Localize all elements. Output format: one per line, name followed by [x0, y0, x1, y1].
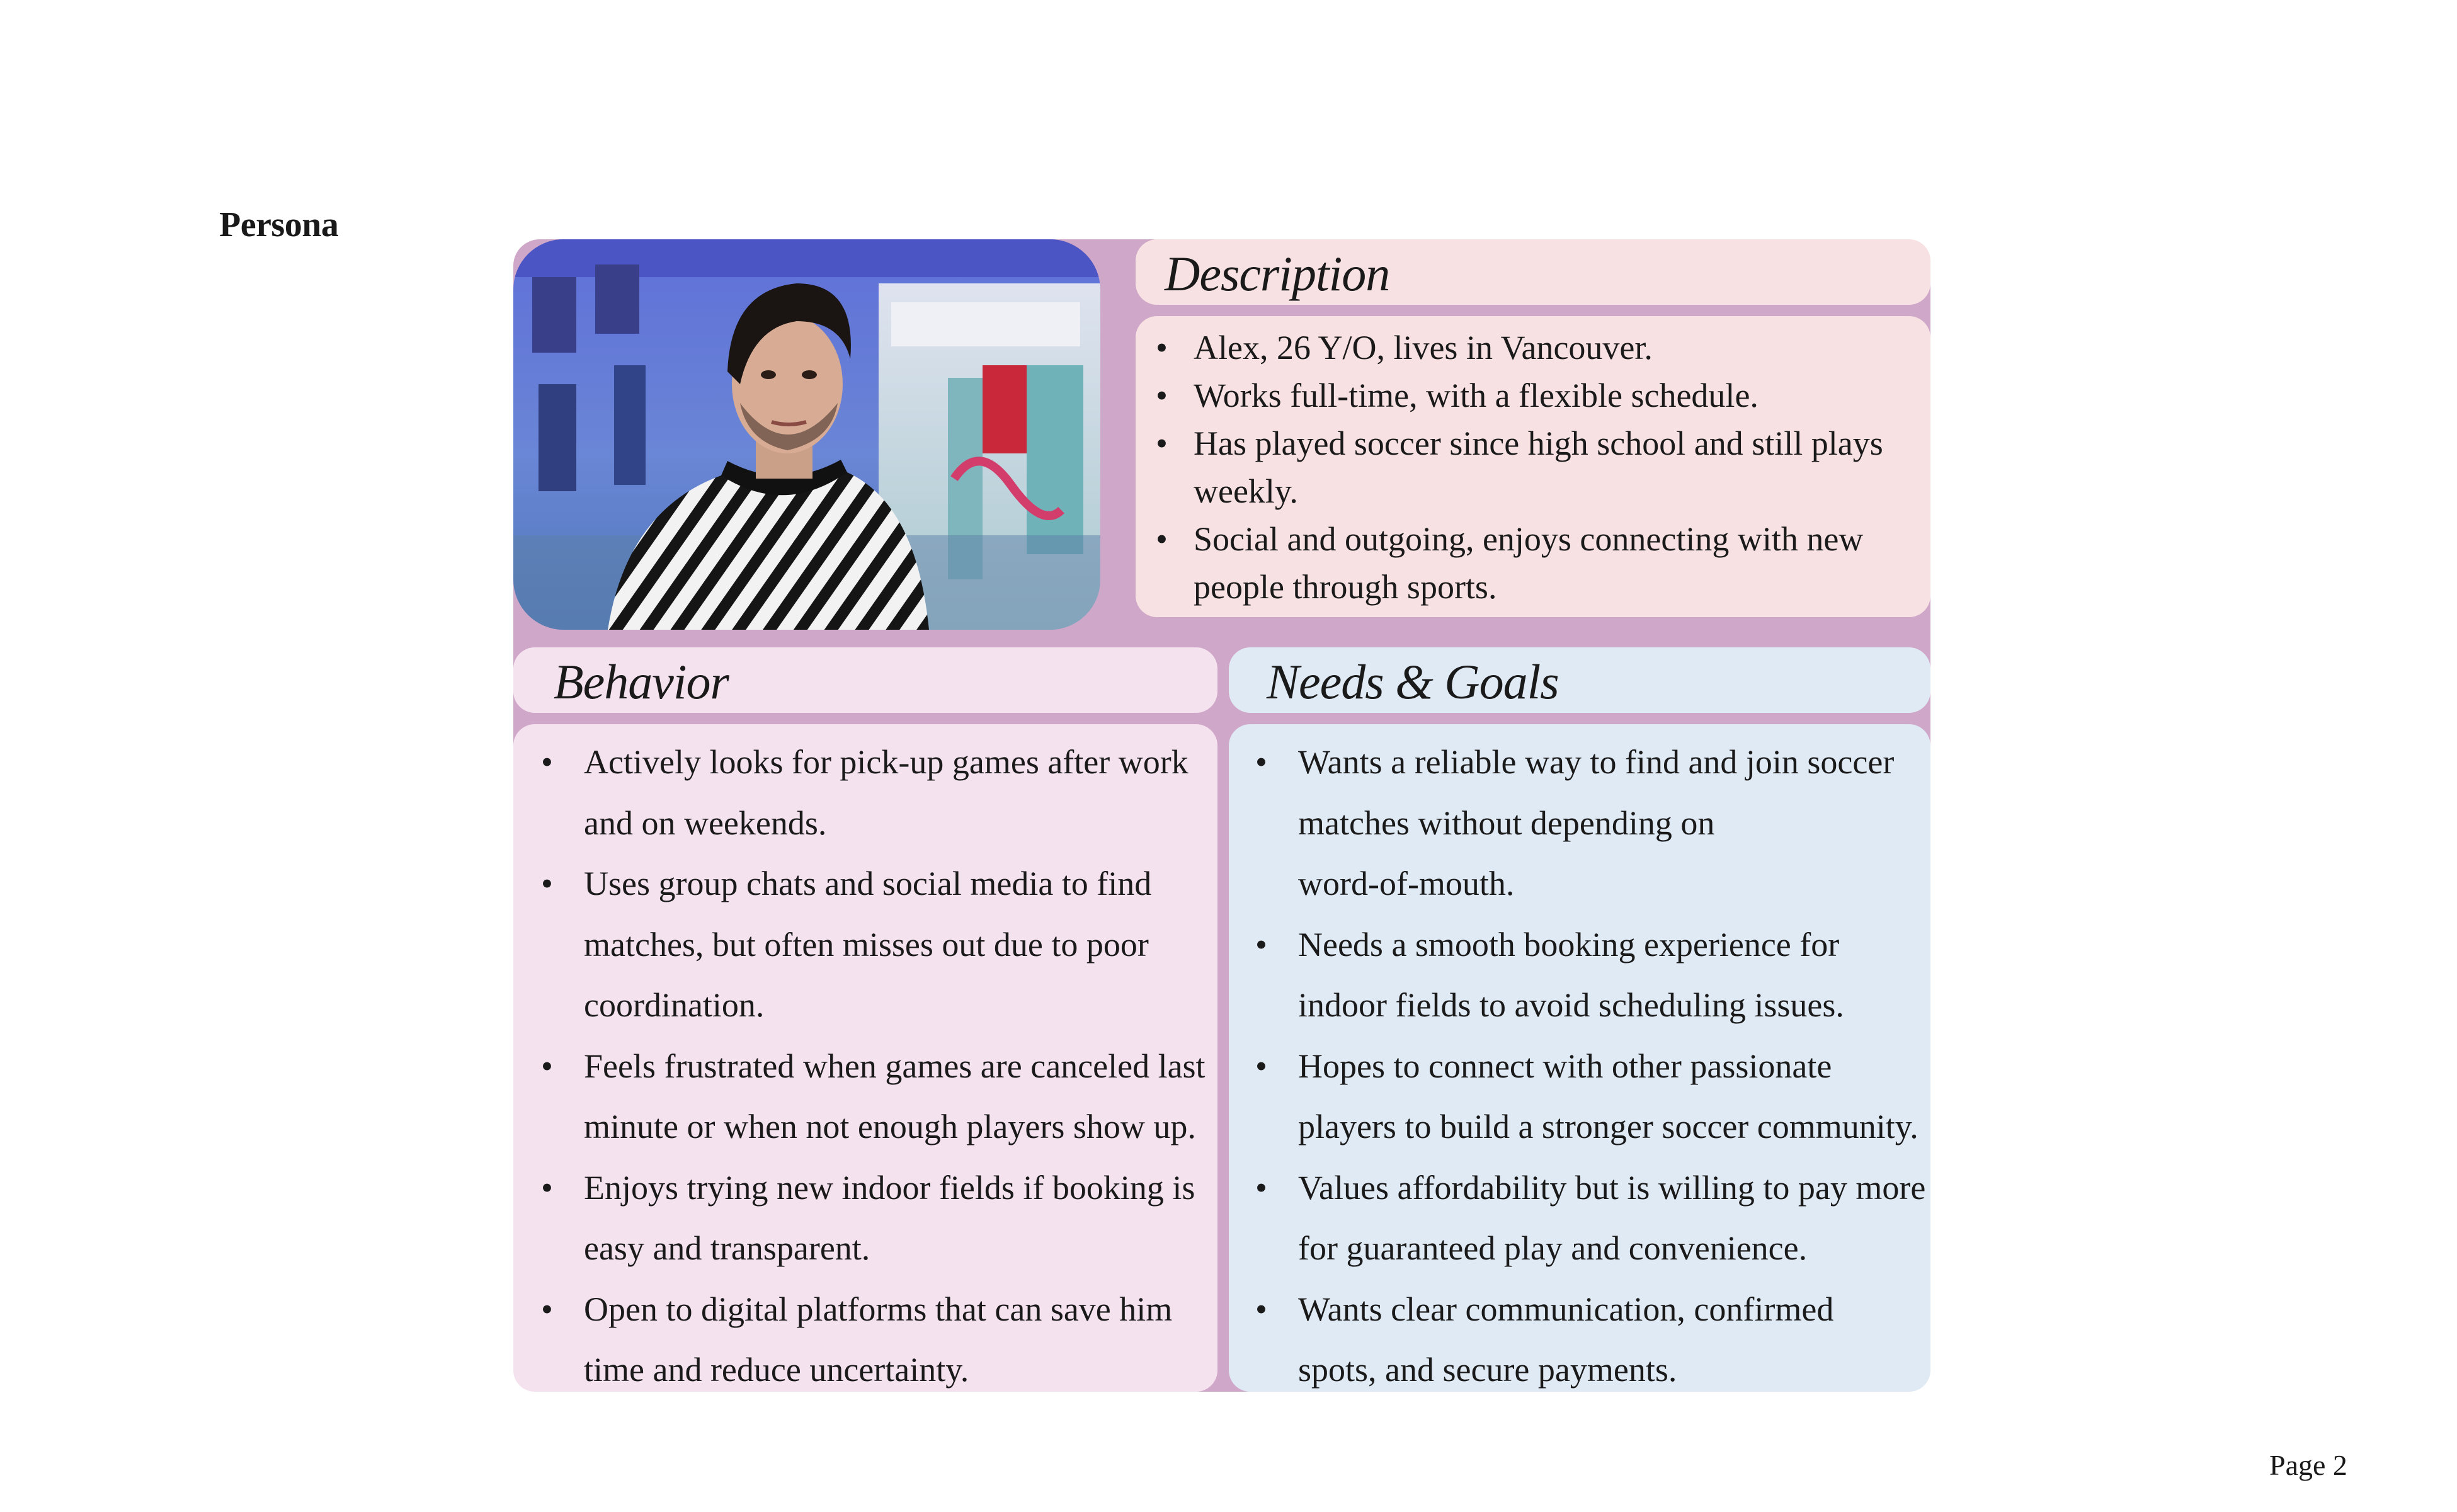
- page-title: Persona: [219, 205, 339, 244]
- list-item: • Alex, 26 Y/O, lives in Vancouver.: [1194, 324, 1930, 372]
- description-list: [1136, 316, 1930, 611]
- persona-photo: [513, 239, 1100, 630]
- list-item: • Has played soccer since high school and still plays weekly.: [1194, 419, 1930, 515]
- needs-goals-list: [1229, 724, 1930, 1401]
- list-item: • Wants a reliable way to find and join soccer matches without depending on word-of-mouth.: [1298, 732, 1930, 914]
- list-item: • Hopes to connect with other passionate players to build a stronger soccer community.: [1298, 1036, 1930, 1157]
- list-item: • Social and outgoing, enjoys connecting with new people through sports.: [1194, 515, 1930, 611]
- list-item: • Needs a smooth booking experience for indoor fields to avoid scheduling issues.: [1298, 914, 1930, 1036]
- needs-goals-heading: Needs & Goals: [1229, 647, 1930, 713]
- list-item: • Enjoys trying new indoor fields if booking is easy and transparent.: [584, 1157, 1217, 1279]
- behavior-list: [513, 724, 1217, 1401]
- list-item: • Open to digital platforms that can save him time and reduce uncertainty.: [584, 1279, 1217, 1401]
- list-item: • Wants clear communication, confirmed spots, and secure payments.: [1298, 1279, 1930, 1401]
- description-heading: Description: [1136, 239, 1930, 305]
- behavior-heading: Behavior: [513, 647, 1217, 713]
- list-item: • Feels frustrated when games are canceled last minute or when not enough players show up.: [584, 1036, 1217, 1157]
- page-number: Page 2: [2269, 1449, 2347, 1481]
- list-item: • Uses group chats and social media to find matches, but often misses out due to poor coordination.: [584, 853, 1217, 1036]
- needs-goals-panel: [1229, 724, 1930, 1392]
- list-item: • Actively looks for pick-up games after work and on weekends.: [584, 732, 1217, 853]
- description-panel: [1136, 316, 1930, 617]
- behavior-panel: [513, 724, 1217, 1392]
- list-item: • Values affordability but is willing to pay more for guaranteed play and convenience.: [1298, 1157, 1930, 1279]
- list-item: • Works full-time, with a flexible schedule.: [1194, 372, 1930, 419]
